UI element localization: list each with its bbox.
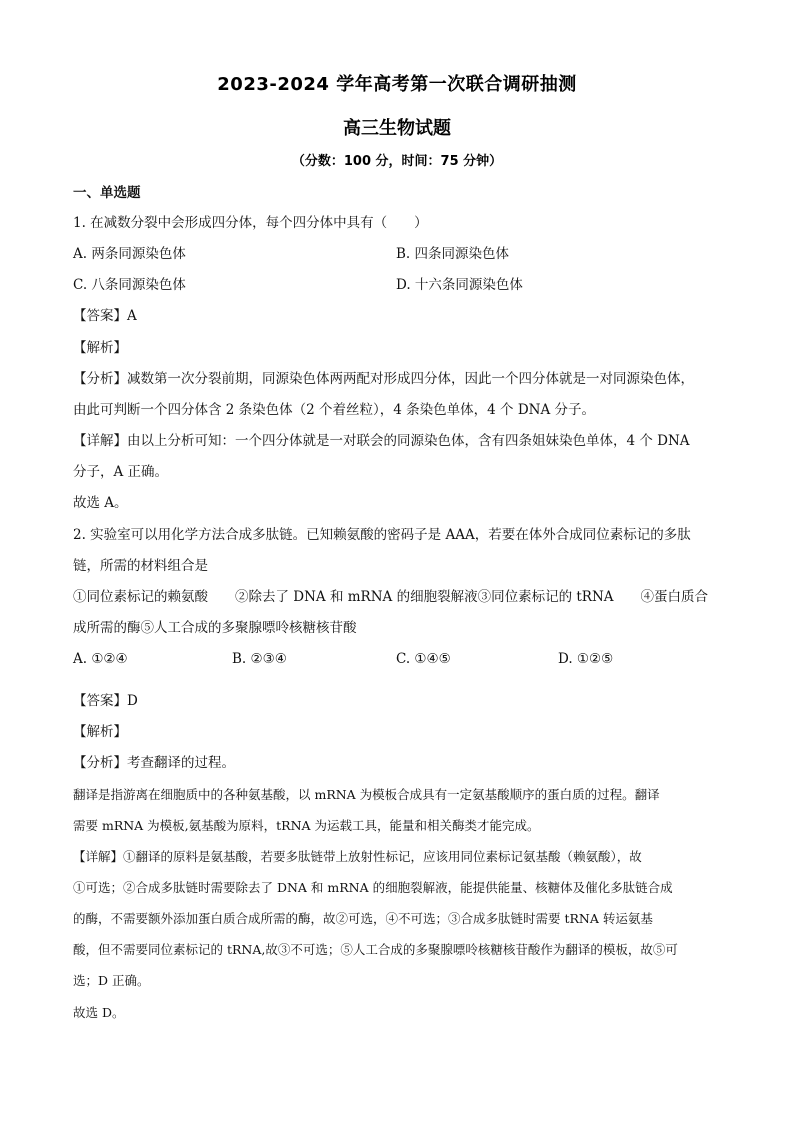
q2-jiexi-label: 【解析】: [73, 724, 127, 740]
q1-detail-line: 【详解】由以上分析可知：一个四分体就是一对联会的同源染色体，含有四条姐妹染色单体，4 个 DNA: [73, 433, 690, 449]
q1-option-d: D. 十六条同源染色体: [396, 277, 523, 293]
q2-stem-line: 链，所需的材料组合是: [73, 558, 208, 574]
q2-option-b: B. ②③④: [232, 651, 287, 667]
q2-materials-line: ①同位素标记的赖氨酸 ②除去了 DNA 和 mRNA 的细胞裂解液③同位素标记的 tRNA ④蛋白质合: [73, 589, 709, 605]
q1-analysis-line: 【分析】减数第一次分裂前期，同源染色体两两配对形成四分体，因此一个四分体就是一对同源染色体，: [73, 371, 694, 387]
q2-analysis-body-line: 需要 mRNA 为模板,氨基酸为原料，tRNA 为运载工具，能量和相关酶类才能完成。: [73, 818, 540, 833]
q2-option-a: A. ①②④: [73, 651, 128, 667]
q1-detail-line: 分子，A 正确。: [73, 464, 169, 480]
q2-stem-line: 2. 实验室可以用化学方法合成多肽链。已知赖氨酸的密码子是 AAA，若要在体外合成同位素标记的多肽: [73, 527, 691, 543]
q2-detail-line: ①可选；②合成多肽链时需要除去了 DNA 和 mRNA 的细胞裂解液，能提供能量、核糖体及催化多肽链合成: [73, 880, 673, 895]
q1-analysis-line: 由此可判断一个四分体含 2 条染色体（2 个着丝粒），4 条染色单体，4 个 DNA 分子。: [73, 402, 596, 418]
exam-subtitle: 高三生物试题: [343, 118, 451, 139]
q2-detail-line: 的酶，不需要额外添加蛋白质合成所需的酶，故②可选，④不可选；③合成多肽链时需要 tRNA 转运氨基: [73, 911, 653, 926]
q1-answer: 【答案】A: [73, 308, 137, 324]
q1-conclusion: 故选 A。: [73, 495, 128, 511]
q2-detail-line: 选；D 正确。: [73, 973, 150, 988]
q2-detail-line: 【详解】①翻译的原料是氨基酸，若要多肽链带上放射性标记，应该用同位素标记氨基酸（赖氨酸），故: [73, 849, 642, 864]
q2-option-c: C. ①④⑤: [396, 651, 451, 667]
q1-jiexi-label: 【解析】: [73, 340, 127, 356]
q2-materials-line: 成所需的酶⑤人工合成的多聚腺嘌呤核糖核苷酸: [73, 620, 357, 636]
q2-answer: 【答案】D: [73, 693, 138, 709]
q2-analysis: 【分析】考查翻译的过程。: [73, 755, 235, 771]
q1-stem: 1. 在减数分裂中会形成四分体，每个四分体中具有（ ）: [73, 215, 428, 231]
q1-option-a: A. 两条同源染色体: [73, 246, 186, 262]
score-time-info: （分数：100 分，时间：75 分钟）: [291, 154, 503, 169]
q2-analysis-body-line: 翻译是指游离在细胞质中的各种氨基酸，以 mRNA 为模板合成具有一定氨基酸顺序的蛋白质的过程。翻译: [73, 787, 660, 802]
q1-option-c: C. 八条同源染色体: [73, 277, 186, 293]
q2-detail-line: 酸，但不需要同位素标记的 tRNA,故③不可选；⑤人工合成的多聚腺嘌呤核糖核苷酸作为翻译的模板，故⑤可: [73, 942, 678, 957]
section-title: 一、单选题: [73, 185, 141, 201]
exam-title: 2023-2024 学年高考第一次联合调研抽测: [217, 74, 577, 95]
q2-option-d: D. ①②⑤: [558, 651, 614, 667]
q2-conclusion: 故选 D。: [73, 1005, 125, 1020]
q1-option-b: B. 四条同源染色体: [396, 246, 510, 262]
